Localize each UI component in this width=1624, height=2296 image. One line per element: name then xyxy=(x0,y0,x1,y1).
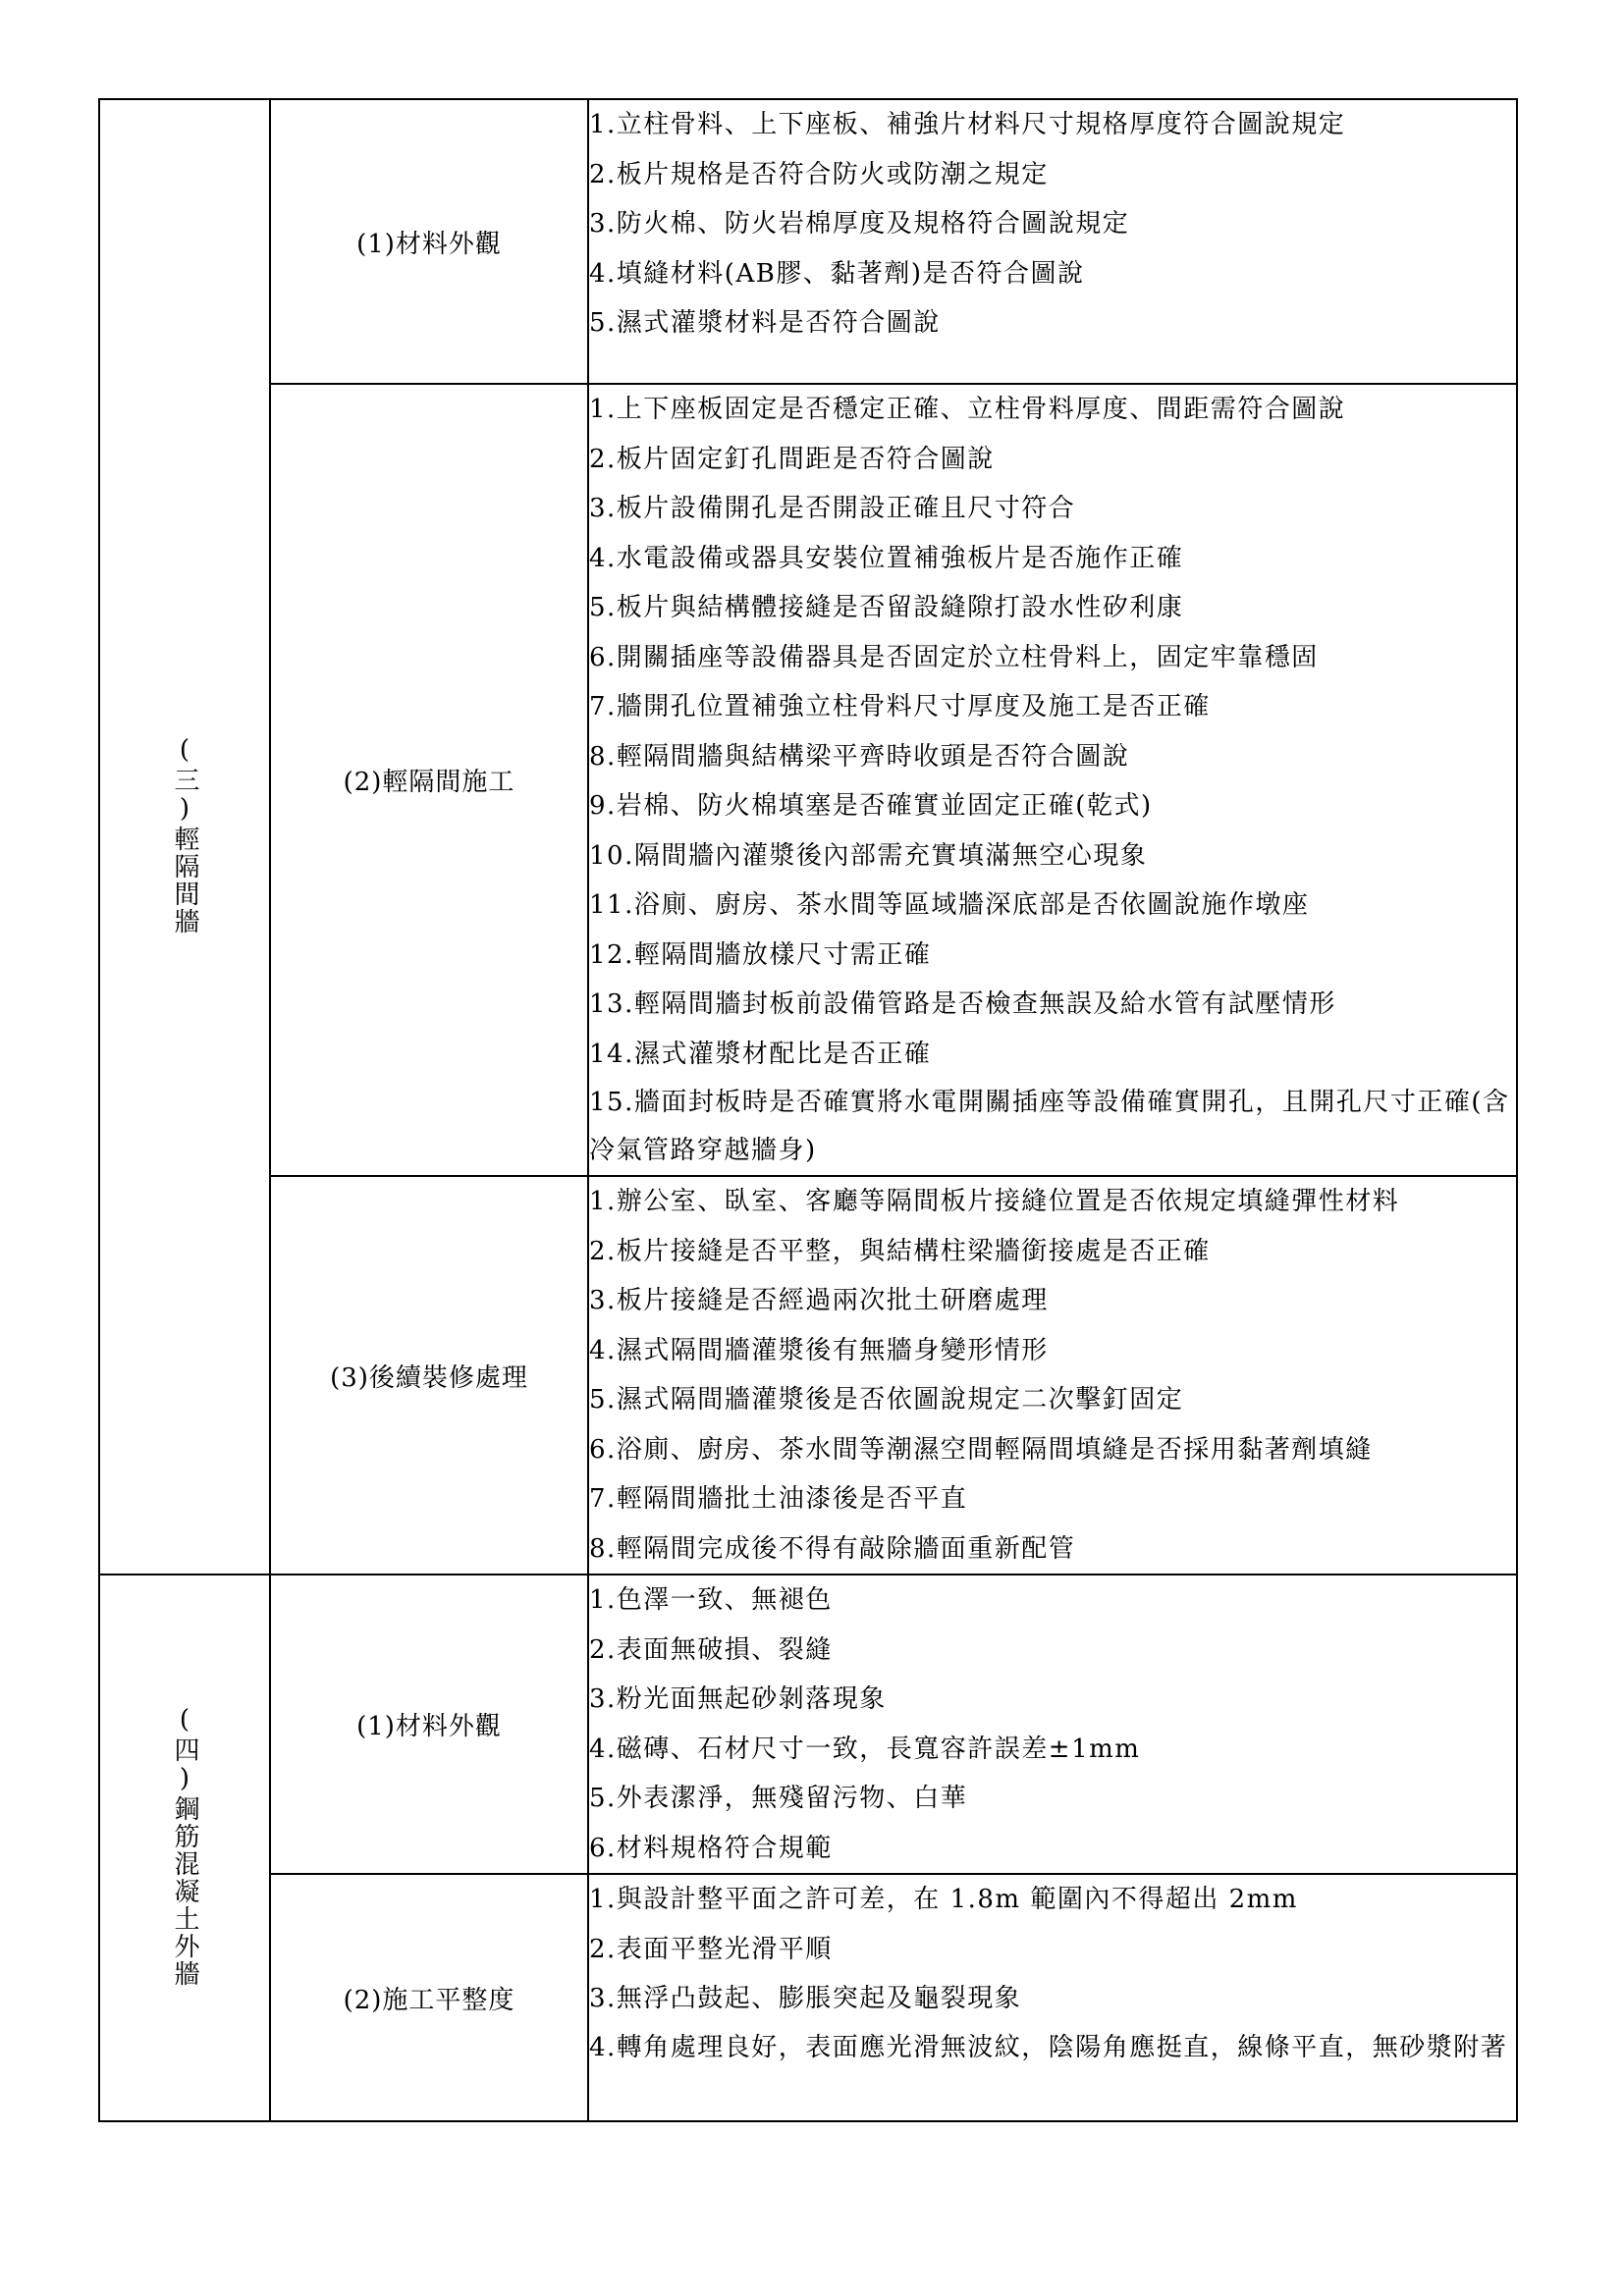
list-item: 15.牆面封板時是否確實將水電開關插座等設備確實開孔，且開孔尺寸正確(含冷氣管路穿越牆身) xyxy=(589,1088,1510,1165)
list-item: 3.無浮凸鼓起、膨脹突起及龜裂現象 xyxy=(589,1984,1022,2013)
list-item: 11.浴廁、廚房、茶水間等區域牆深底部是否依圖說施作墩座 xyxy=(589,890,1310,920)
list-item: 5.外表潔淨，無殘留污物、白華 xyxy=(589,1784,968,1813)
list-item: 2.表面平整光滑平順 xyxy=(589,1934,833,1964)
group-title-cell xyxy=(270,1575,588,1874)
list-item: 4.填縫材料(AB膠、黏著劑)是否符合圖說 xyxy=(589,258,1085,289)
group-title: (2)施工平整度 xyxy=(343,1985,515,2015)
list-item: 4.轉角處理良好，表面應光滑無波紋，陰陽角應挺直，線條平直，無砂漿附著 xyxy=(589,2032,1508,2062)
items-cell xyxy=(588,99,1517,384)
list-item: 5.濕式隔間牆灌漿後是否依圖說規定二次擊釘固定 xyxy=(589,1385,1184,1415)
table-row xyxy=(99,1176,1517,1575)
list-item: 2.板片接縫是否平整，與結構柱梁牆銜接處是否正確 xyxy=(589,1236,1211,1266)
list-item: 7.牆開孔位置補強立柱骨料尺寸厚度及施工是否正確 xyxy=(589,692,1211,721)
group-title-cell xyxy=(270,99,588,384)
items-cell xyxy=(588,1874,1517,2121)
group-title: (1)材料外觀 xyxy=(356,1712,502,1741)
list-item: 2.板片規格是否符合防火或防潮之規定 xyxy=(589,159,1049,189)
list-item: 12.輕隔間牆放樣尺寸需正確 xyxy=(589,939,932,970)
list-item: 1.與設計整平面之許可差，在 1.8m 範圍內不得超出 2mm xyxy=(589,1885,1298,1914)
list-item: 1.色澤一致、無褪色 xyxy=(589,1585,833,1615)
document-page xyxy=(98,98,1518,2122)
list-item: 2.板片固定釘孔間距是否符合圖說 xyxy=(589,444,995,474)
inspection-table xyxy=(98,98,1518,2122)
list-item: 5.板片與結構體接縫是否留設縫隙打設水性矽利康 xyxy=(589,593,1184,622)
list-item: 6.材料規格符合規範 xyxy=(589,1833,833,1863)
table-row xyxy=(99,1874,1517,2121)
list-item: 3.板片設備開孔是否開設正確且尺寸符合 xyxy=(589,494,1076,523)
category-cell xyxy=(99,99,270,1575)
list-item: 9.岩棉、防火棉填塞是否確實並固定正確(乾式) xyxy=(589,791,1153,821)
category-label: (三)輕隔間牆 xyxy=(170,734,199,935)
items-cell xyxy=(588,1176,1517,1575)
list-item: 1.上下座板固定是否穩定正確、立柱骨料厚度、間距需符合圖說 xyxy=(589,395,1346,424)
list-item: 1.辦公室、臥室、客廳等隔間板片接縫位置是否依規定填縫彈性材料 xyxy=(589,1187,1400,1216)
list-item: 4.濕式隔間牆灌漿後有無牆身變形情形 xyxy=(589,1335,1049,1365)
list-item: 8.輕隔間完成後不得有敲除牆面重新配管 xyxy=(589,1533,1076,1564)
list-item: 6.開關插座等設備器具是否固定於立柱骨料上，固定牢靠穩固 xyxy=(589,642,1319,672)
list-item: 1.立柱骨料、上下座板、補強片材料尺寸規格厚度符合圖說規定 xyxy=(589,110,1346,139)
table-row xyxy=(99,384,1517,1176)
list-item: 6.浴廁、廚房、茶水間等潮濕空間輕隔間填縫是否採用黏著劑填縫 xyxy=(589,1434,1373,1465)
list-item: 4.水電設備或器具安裝位置補強板片是否施作正確 xyxy=(589,543,1184,573)
list-item: 8.輕隔間牆與結構梁平齊時收頭是否符合圖說 xyxy=(589,741,1130,772)
list-item: 4.磁磚、石材尺寸一致，長寬容許誤差±1mm xyxy=(589,1734,1141,1764)
list-item: 5.濕式灌漿材料是否符合圖說 xyxy=(589,308,941,338)
group-title: (3)後續裝修處理 xyxy=(330,1362,528,1393)
group-title: (2)輕隔間施工 xyxy=(343,768,515,797)
table-row xyxy=(99,99,1517,384)
list-item: 10.隔間牆內灌漿後內部需充實填滿無空心現象 xyxy=(589,840,1148,871)
list-item: 13.輕隔間牆封板前設備管路是否檢查無誤及給水管有試壓情形 xyxy=(589,989,1336,1019)
category-cell xyxy=(99,1575,270,2121)
list-item: 3.板片接縫是否經過兩次批土研磨處理 xyxy=(589,1286,1049,1315)
list-item: 7.輕隔間牆批土油漆後是否平直 xyxy=(589,1484,968,1514)
group-title: (1)材料外觀 xyxy=(356,229,502,259)
list-item: 3.防火棉、防火岩棉厚度及規格符合圖說規定 xyxy=(589,209,1130,239)
group-title-cell xyxy=(270,384,588,1176)
list-item: 2.表面無破損、裂縫 xyxy=(589,1634,833,1665)
list-item: 3.粉光面無起砂剝落現象 xyxy=(589,1684,887,1714)
items-cell xyxy=(588,1575,1517,1874)
items-cell xyxy=(588,384,1517,1176)
category-label: (四)鋼筋混凝土外牆 xyxy=(170,1704,199,1988)
group-title-cell xyxy=(270,1874,588,2121)
table-row xyxy=(99,1575,1517,1874)
group-title-cell xyxy=(270,1176,588,1575)
list-item: 14.濕式灌漿材配比是否正確 xyxy=(589,1039,932,1069)
